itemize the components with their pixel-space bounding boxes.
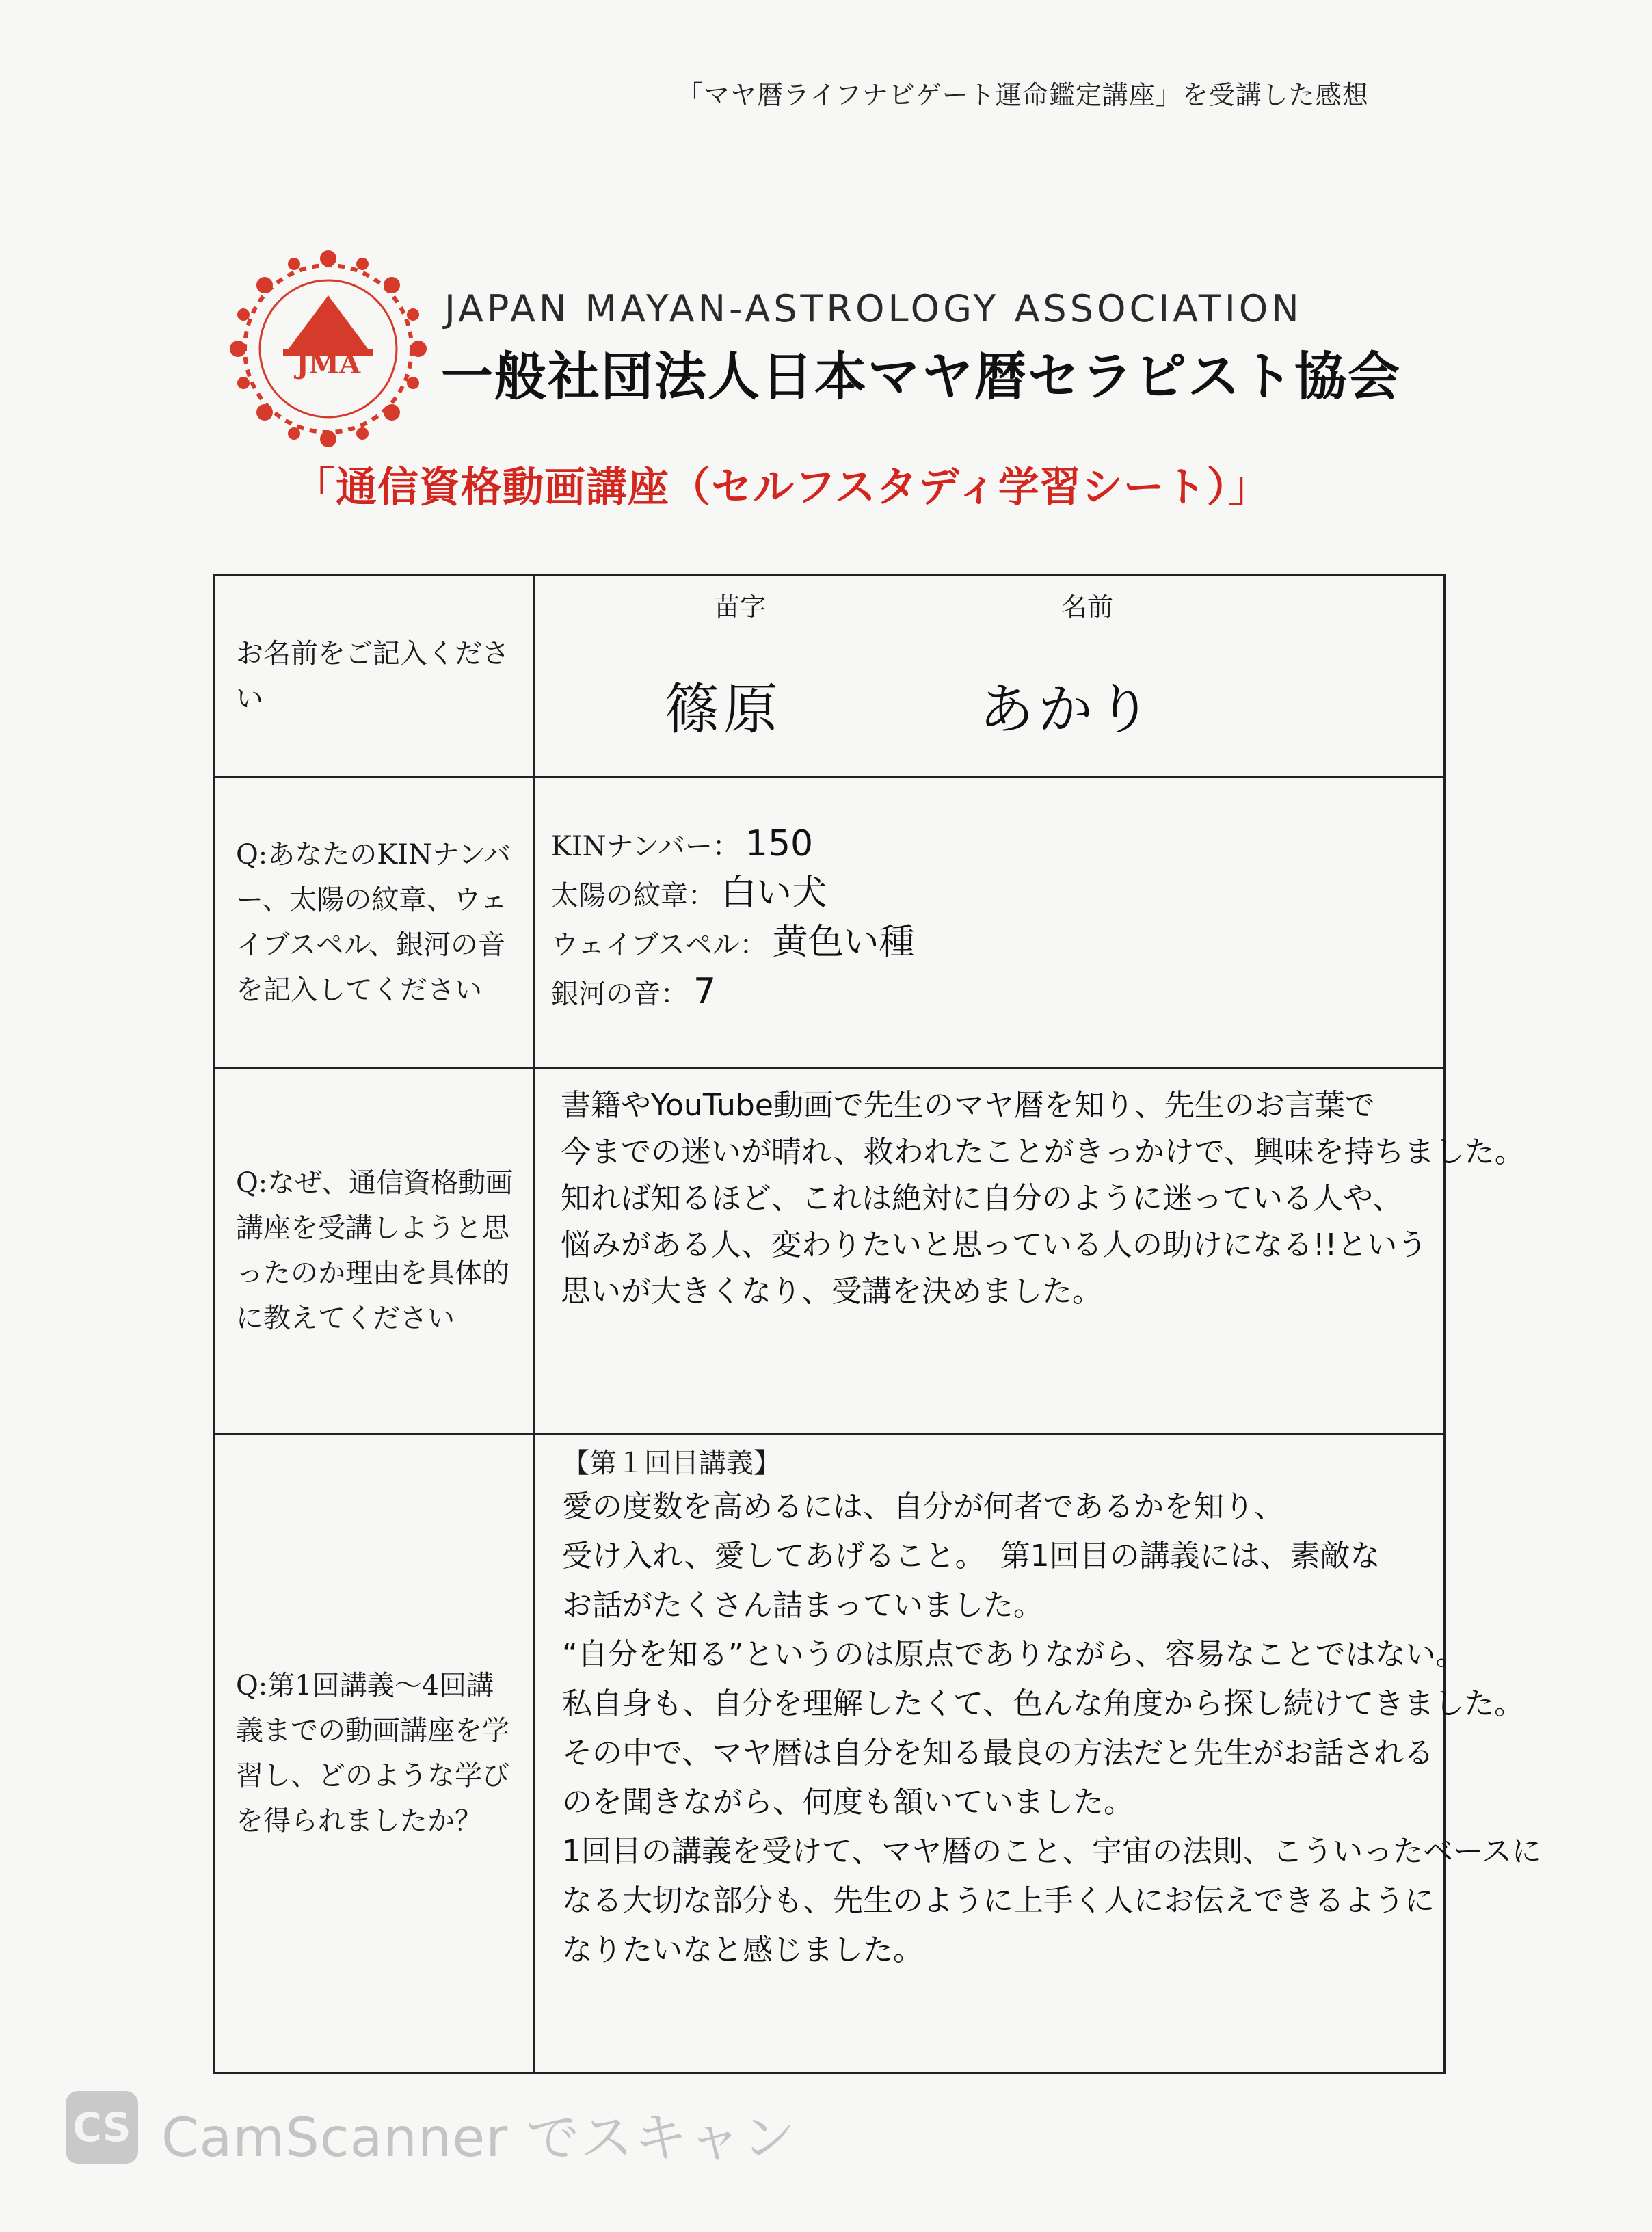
learning-line: その中で、マヤ暦は自分を知る最良の方法だと先生がお話される bbox=[562, 1736, 1435, 1770]
learning-answer-cell bbox=[534, 1434, 1542, 2073]
learning-row bbox=[215, 1434, 1445, 2073]
wavespell-label: ウェイブスペル： bbox=[551, 929, 767, 961]
reason-answer-cell bbox=[534, 1068, 1525, 1434]
learning-line: なる大切な部分も、先生のように上手く人にお伝えできるように bbox=[562, 1883, 1435, 1918]
galactic-tone-label: 銀河の音： bbox=[551, 979, 688, 1010]
kin-number-label: KINナンバー： bbox=[551, 831, 740, 862]
learning-line: のを聞きながら、何度も頷いていました。 bbox=[562, 1785, 1134, 1820]
learning-line: お話がたくさん詰まっていました。 bbox=[562, 1588, 1043, 1623]
name-question: お名前をご記入ください bbox=[215, 576, 534, 778]
learning-line: なりたいなと感じました。 bbox=[562, 1932, 923, 1967]
reason-line: 今までの迷いが晴れ、救われたことがきっかけで、興味を持ちました。 bbox=[561, 1134, 1525, 1169]
learning-question: Q:第1回講義～4回講義までの動画講座を学習し、どのような学びを得られましたか？ bbox=[215, 1434, 534, 2073]
reason-line: 知れば知るほど、これは絶対に自分のように迷っている人や、 bbox=[561, 1181, 1403, 1216]
learning-line: 私自身も、自分を理解したくて、色んな角度から探し続けてきました。 bbox=[562, 1686, 1525, 1721]
reason-answer bbox=[535, 1069, 1525, 1315]
jma-logo-icon bbox=[226, 246, 431, 451]
course-title: 「通信資格動画講座（セルフスタディ学習シート）」 bbox=[294, 464, 1270, 512]
learning-line: “自分を知る”というのは原点でありながら、容易なことではない。 bbox=[562, 1637, 1466, 1672]
jma-logo bbox=[226, 246, 431, 451]
reason-line: 悩みがある人、変わりたいと思っている人の助けになる!!という bbox=[561, 1227, 1428, 1262]
reason-line: 書籍やYouTube動画で先生のマヤ暦を知り、先生のお言葉で bbox=[561, 1088, 1375, 1123]
given-name-value: あかり bbox=[979, 678, 1156, 741]
logo-text: JMA bbox=[295, 348, 361, 380]
learning-answer bbox=[535, 1435, 1542, 2064]
learning-line: 受け入れ、愛してあげること。 第1回目の講義には、素敵な bbox=[562, 1539, 1381, 1573]
learning-line: 1回目の講義を受けて、マヤ暦のこと、宇宙の法則、こういったベースに bbox=[562, 1834, 1542, 1869]
galactic-tone-field bbox=[551, 967, 1443, 1016]
camscanner-icon: CS bbox=[66, 2091, 138, 2164]
surname-label: 苗字 bbox=[714, 592, 767, 622]
solar-seal-value: 白い犬 bbox=[721, 873, 828, 914]
reason-row bbox=[215, 1068, 1445, 1434]
learning-line: 愛の度数を高めるには、自分が何者であるかを知り、 bbox=[562, 1489, 1284, 1524]
lecture-heading: 【第１回目講義】 bbox=[562, 1448, 781, 1479]
kin-answer-cell bbox=[534, 778, 1445, 1068]
org-name-ja: 一般社団法人日本マヤ暦セラピスト協会 bbox=[441, 346, 1401, 407]
name-answer-cell bbox=[534, 576, 1445, 778]
kin-question: Q:あなたのKINナンバー、太陽の紋章、ウェイブスペル、銀河の音を記入してください bbox=[215, 778, 534, 1068]
name-row bbox=[215, 576, 1445, 778]
camscanner-watermark: CamScanner でスキャン bbox=[161, 2108, 797, 2169]
kin-number-field bbox=[551, 819, 1443, 868]
org-name-en: JAPAN MAYAN-ASTROLOGY ASSOCIATION bbox=[444, 287, 1303, 330]
header-note: 「マヤ暦ライフナビゲート運命鑑定講座」を受講した感想 bbox=[677, 80, 1369, 110]
wavespell-value: 黄色い種 bbox=[772, 922, 915, 963]
given-name-label: 名前 bbox=[1061, 592, 1114, 622]
reason-line: 思いが大きくなり、受講を決めました。 bbox=[561, 1274, 1102, 1309]
surname-value: 篠原 bbox=[665, 678, 782, 741]
wavespell-field bbox=[551, 918, 1443, 967]
reason-question: Q:なぜ、通信資格動画講座を受講しようと思ったのか理由を具体的に教えてください bbox=[215, 1068, 534, 1434]
solar-seal-field bbox=[551, 868, 1443, 918]
kin-number-value: 150 bbox=[745, 823, 814, 864]
study-sheet-table bbox=[213, 574, 1542, 2074]
kin-row bbox=[215, 778, 1445, 1068]
galactic-tone-value: 7 bbox=[693, 971, 717, 1012]
kin-fields bbox=[535, 778, 1443, 1016]
solar-seal-label: 太陽の紋章： bbox=[551, 880, 715, 912]
